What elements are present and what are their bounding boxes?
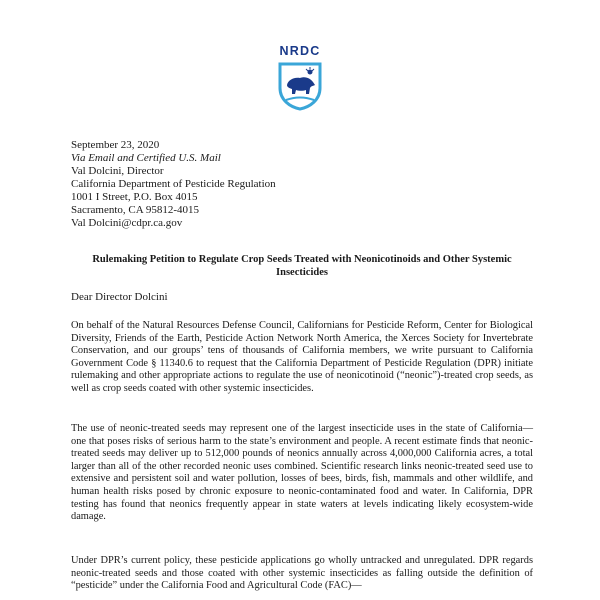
recipient-city: Sacramento, CA 95812-4015 bbox=[71, 204, 200, 216]
logo-text: NRDC bbox=[279, 44, 321, 58]
salutation: Dear Director Dolcini bbox=[71, 291, 168, 303]
letter-date: September 23, 2020 bbox=[71, 139, 160, 151]
recipient-organization: California Department of Pesticide Regulation bbox=[71, 178, 276, 190]
recipient-email: Val Dolcini@cdpr.ca.gov bbox=[71, 217, 183, 229]
address-block bbox=[71, 139, 276, 230]
delivery-method: Via Email and Certified U.S. Mail bbox=[71, 152, 221, 164]
recipient-name: Val Dolcini, Director bbox=[71, 165, 164, 177]
paragraph: Under DPR’s current policy, these pesticide applications go wholly untracked and unregulated. DPR regards neonic-treated seeds and those coated with other systemic insecticides as falling outside the definition of “pesticide” under the California Food and Agricultural Code (FAC)— bbox=[71, 555, 533, 592]
nrdc-logo bbox=[258, 44, 342, 111]
letter-title: Rulemaking Petition to Regulate Crop Seeds Treated with Neonicotinoids and Other Systemic Insecticides bbox=[92, 254, 512, 278]
paragraph: The use of neonic-treated seeds may represent one of the largest insecticide uses in the state of California—one that poses risks of serious harm to the state’s environment and people. A recent estimate finds that neonic-treated seeds may deliver up to 512,000 pounds of neonics annually across 4,000,000 California acres, a total larger than all of the other recorded neonic uses combined. Scientific research links neonic-treated seed use to extensive and persistent soil and water pollution, losses of bees, birds, fish, mammals and other wildlife, and human health risks posed by chronic exposure to neonic-contaminated food and water. In California, DPR testing has found that neonics frequently appear in state waters at levels indicating likely ecosystem-wide damage. bbox=[71, 423, 533, 523]
recipient-street: 1001 I Street, P.O. Box 4015 bbox=[71, 191, 198, 203]
polar-bear-emblem-icon bbox=[275, 61, 325, 111]
paragraph: On behalf of the Natural Resources Defense Council, Californians for Pesticide Reform, Center for Biological Diversity, Friends of the Earth, Pesticide Action Network North America, the Xerces Society for Invertebrate Conservation, and our groups’ tens of thousands of California members, we write pursuant to California Government Code § 11340.6 to request that the California Department of Pesticide Regulation (DPR) initiate rulemaking and other appropriate actions to regulate the use of neonicotinoid (“neonic”)-treated crop seeds, as well as crop seeds coated with other systemic insecticides. bbox=[71, 320, 533, 394]
